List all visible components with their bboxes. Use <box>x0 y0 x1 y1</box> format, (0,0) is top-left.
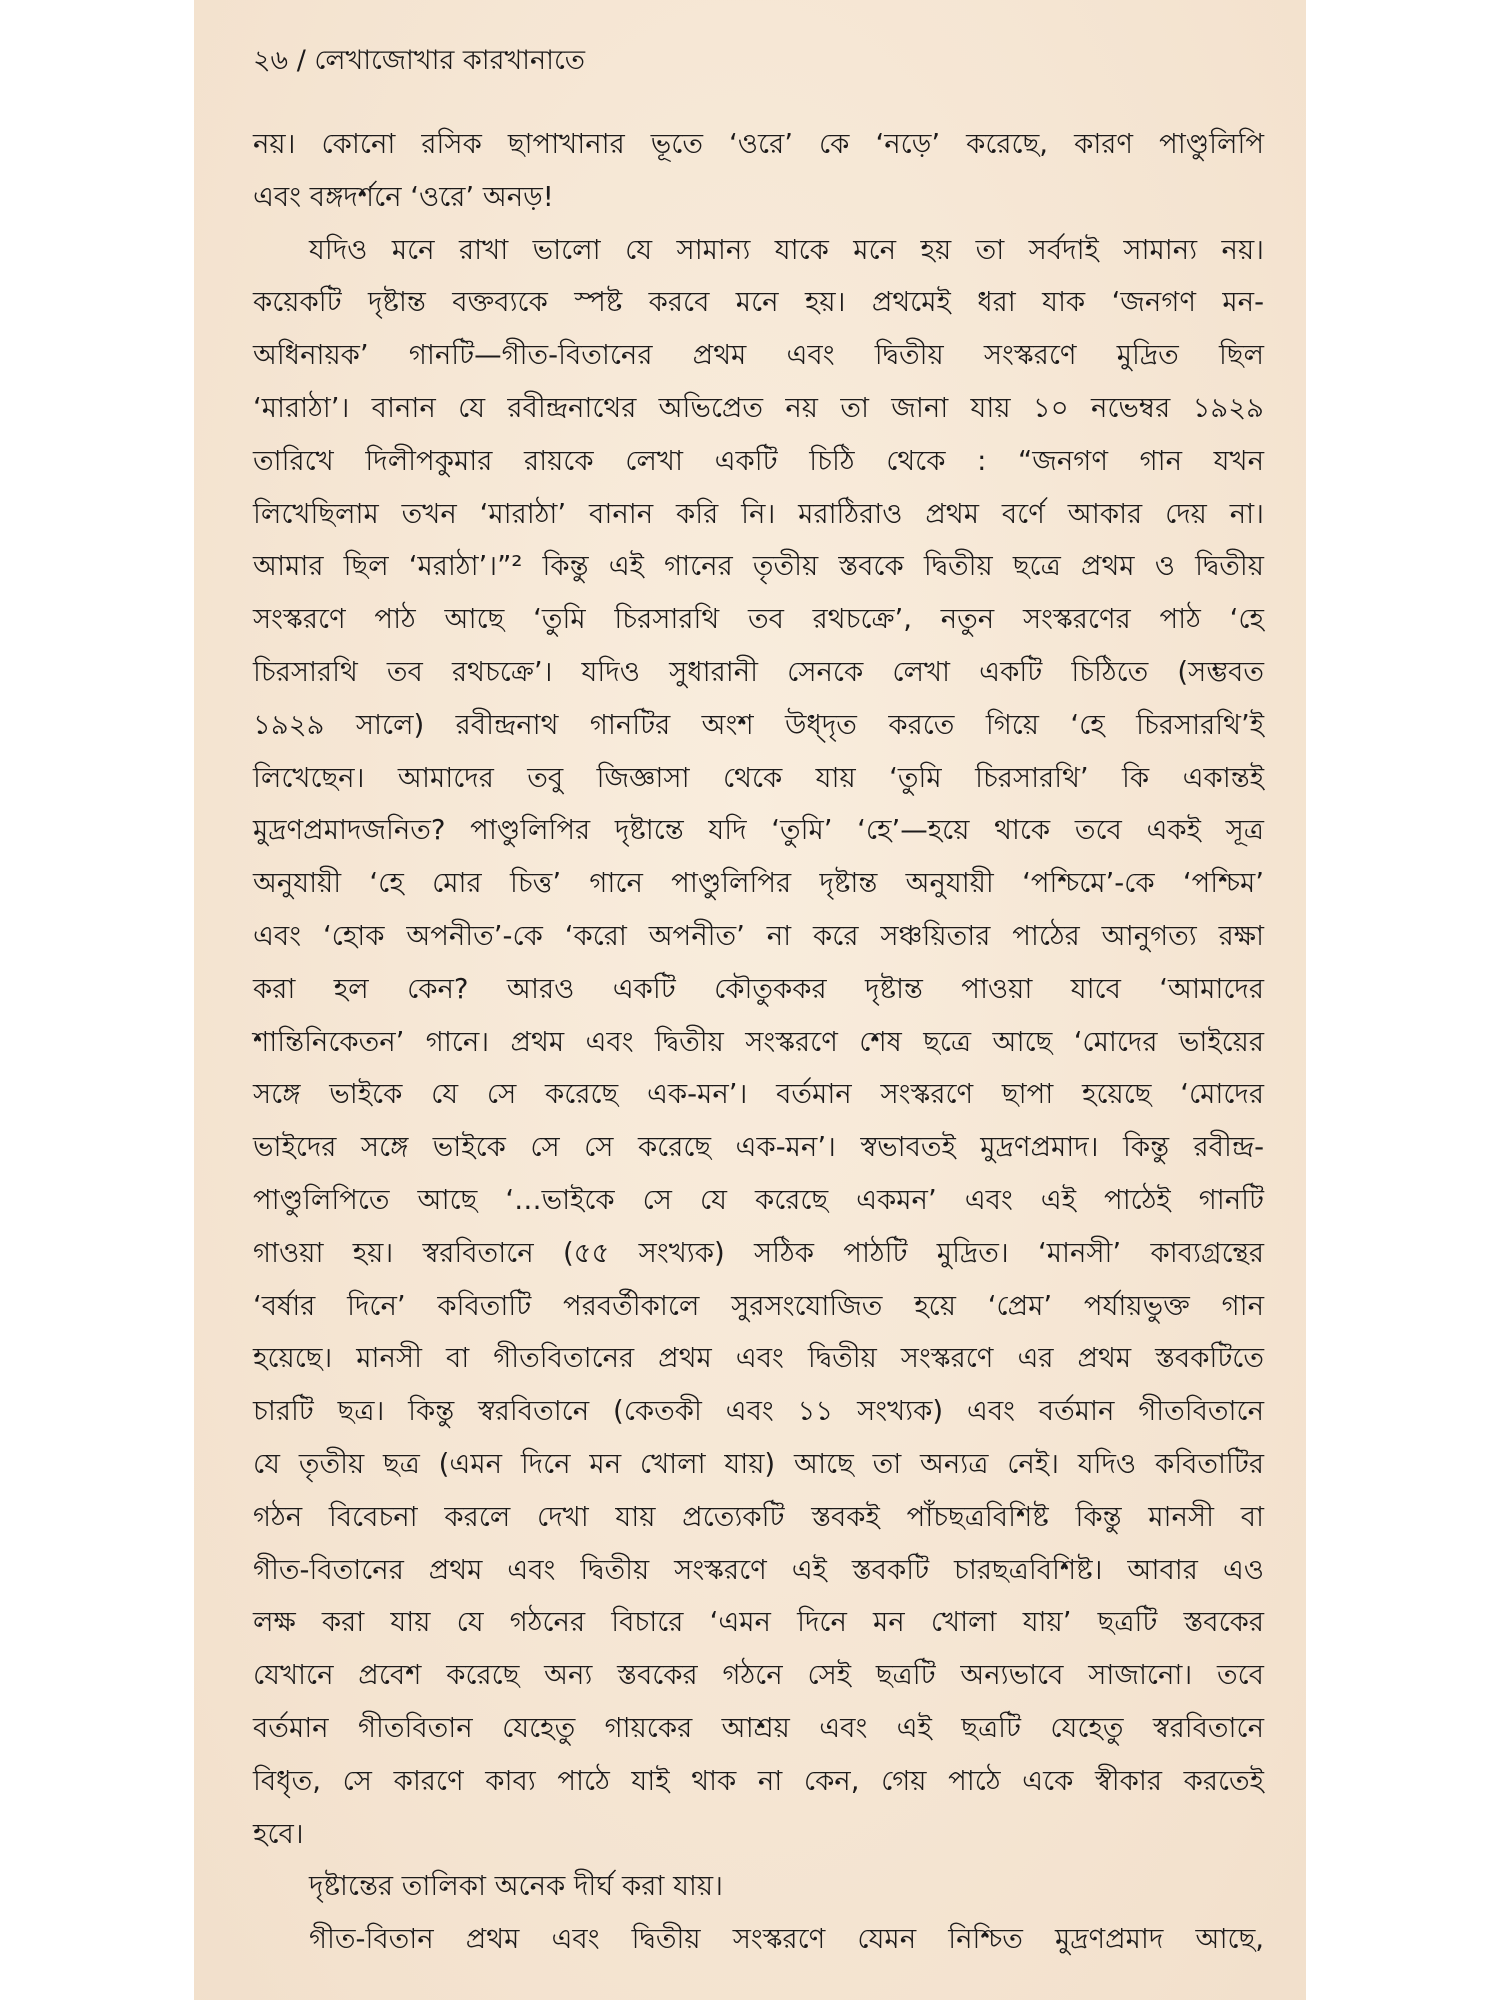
text-line: যেখানে প্রবেশ করেছে অন্য স্তবকের গঠনে সেই ছত্রটি অন্যভাবে সাজানো। তবে <box>253 1659 1264 1692</box>
running-header <box>253 40 585 85</box>
text-line: যদিও মনে রাখা ভালো যে সামান্য যাকে মনে হয় তা সর্বদাই সামান্য নয়। <box>309 233 1264 266</box>
text-line: গাওয়া হয়। স্বরবিতানে (৫৫ সংখ্যক) সঠিক পাঠটি মুদ্রিত। ‘মানসী’ কাব্যগ্রন্থের <box>253 1236 1264 1269</box>
text-line: চিরসারথি তব রথচক্রে’। যদিও সুধারানী সেনকে লেখা একটি চিঠিতে (সম্ভবত <box>253 655 1264 688</box>
book-title: লেখাজোখার কারখানাতে <box>314 45 586 76</box>
book-page <box>194 0 1306 2000</box>
text-line: শান্তিনিকেতন’ গানে। প্রথম এবং দ্বিতীয় সংস্করণে শেষ ছত্রে আছে ‘মোদের ভাইয়ের <box>253 1025 1264 1058</box>
text-line: সঙ্গে ভাইকে যে সে করেছে এক-মন’। বর্তমান সংস্করণে ছাপা হয়েছে ‘মোদের <box>253 1078 1264 1111</box>
text-line: কয়েকটি দৃষ্টান্ত বক্তব্যকে স্পষ্ট করবে মনে হয়। প্রথমেই ধরা যাক ‘জনগণ মন- <box>253 286 1264 319</box>
text-line: এবং বঙ্গদর্শনে ‘ওরে’ অনড়! <box>253 180 554 213</box>
text-line: মুদ্রণপ্রমাদজনিত? পাণ্ডুলিপির দৃষ্টান্তে যদি ‘তুমি’ ‘হে’—হয়ে থাকে তবে একই সূত্র <box>253 814 1264 847</box>
text-line: এবং ‘হোক অপনীত’-কে ‘করো অপনীত’ না করে সঞ্চয়িতার পাঠের আনুগত্য রক্ষা <box>253 919 1264 952</box>
text-line: গীত-বিতান প্রথম এবং দ্বিতীয় সংস্করণে যেমন নিশ্চিত মুদ্রণপ্রমাদ আছে, <box>309 1923 1264 1956</box>
text-line: ১৯২৯ সালে) রবীন্দ্রনাথ গানটির অংশ উধ্দৃত করতে গিয়ে ‘হে চিরসারথি’ই <box>253 708 1264 741</box>
text-line: লিখেছেন। আমাদের তবু জিজ্ঞাসা থেকে যায় ‘তুমি চিরসারথি’ কি একান্তই <box>253 761 1264 794</box>
page-number: ২৬ <box>253 45 289 76</box>
text-line: যে তৃতীয় ছত্র (এমন দিনে মন খোলা যায়) আছে তা অন্যত্র নেই। যদিও কবিতাটির <box>253 1447 1264 1480</box>
text-line: আমার ছিল ‘মরাঠা’।”² কিন্তু এই গানের তৃতীয় স্তবকে দ্বিতীয় ছত্রে প্রথম ও দ্বিতীয় <box>253 550 1264 583</box>
text-line: হয়েছে। মানসী বা গীতবিতানের প্রথম এবং দ্বিতীয় সংস্করণে এর প্রথম স্তবকটিতে <box>253 1342 1264 1375</box>
text-line: গীত-বিতানের প্রথম এবং দ্বিতীয় সংস্করণে এই স্তবকটি চারছত্রবিশিষ্ট। আবার এও <box>253 1553 1264 1586</box>
text-line: অধিনায়ক’ গানটি—গীত-বিতানের প্রথম এবং দ্বিতীয় সংস্করণে মুদ্রিত ছিল <box>253 339 1264 372</box>
text-line: লিখেছিলাম তখন ‘মারাঠা’ বানান করি নি। মরাঠিরাও প্রথম বর্ণে আকার দেয় না। <box>253 497 1264 530</box>
text-line: বিধৃত, সে কারণে কাব্য পাঠে যাই থাক না কেন, গেয় পাঠে একে স্বীকার করতেই <box>253 1764 1264 1797</box>
text-line: অনুযায়ী ‘হে মোর চিত্ত’ গানে পাণ্ডুলিপির দৃষ্টান্ত অনুযায়ী ‘পশ্চিমে’-কে ‘পশ্চিম’ <box>253 867 1264 900</box>
body-text <box>253 118 1264 1966</box>
text-line: ভাইদের সঙ্গে ভাইকে সে সে করেছে এক-মন’। স্বভাবতই মুদ্রণপ্রমাদ। কিন্তু রবীন্দ্র- <box>253 1131 1264 1164</box>
text-line: করা হল কেন? আরও একটি কৌতুককর দৃষ্টান্ত পাওয়া যাবে ‘আমাদের <box>253 972 1264 1005</box>
text-line: চারটি ছত্র। কিন্তু স্বরবিতানে (কেতকী এবং ১১ সংখ্যক) এবং বর্তমান গীতবিতানে <box>253 1395 1264 1428</box>
text-line: গঠন বিবেচনা করলে দেখা যায় প্রত্যেকটি স্তবকই পাঁচছত্রবিশিষ্ট কিন্তু মানসী বা <box>253 1500 1264 1533</box>
text-line: নয়। কোনো রসিক ছাপাখানার ভূতে ‘ওরে’ কে ‘নড়ে’ করেছে, কারণ পাণ্ডুলিপি <box>253 128 1264 160</box>
text-line: হবে। <box>253 1817 304 1850</box>
text-line: পাণ্ডুলিপিতে আছে ‘…ভাইকে সে যে করেছে একমন’ এবং এই পাঠেই গানটি <box>253 1183 1264 1216</box>
text-line: তারিখে দিলীপকুমার রায়কে লেখা একটি চিঠি থেকে : “জনগণ গান যখন <box>253 444 1264 477</box>
text-line: বর্তমান গীতবিতান যেহেতু গায়কের আশ্রয় এবং এই ছত্রটি যেহেতু স্বরবিতানে <box>253 1711 1264 1744</box>
text-line: সংস্করণে পাঠ আছে ‘তুমি চিরসারথি তব রথচক্রে’, নতুন সংস্করণের পাঠ ‘হে <box>253 603 1264 636</box>
text-line: ‘মারাঠা’। বানান যে রবীন্দ্রনাথের অভিপ্রেত নয় তা জানা যায় ১০ নভেম্বর ১৯২৯ <box>253 391 1264 424</box>
header-separator: / <box>296 45 306 76</box>
text-line: ‘বর্ষার দিনে’ কবিতাটি পরবর্তীকালে সুরসংযোজিত হয়ে ‘প্রেম’ পর্যায়ভুক্ত গান <box>253 1289 1264 1322</box>
text-line: দৃষ্টান্তের তালিকা অনেক দীর্ঘ করা যায়। <box>309 1870 723 1903</box>
text-line: লক্ষ করা যায় যে গঠনের বিচারে ‘এমন দিনে মন খোলা যায়’ ছত্রটি স্তবকের <box>253 1606 1264 1639</box>
